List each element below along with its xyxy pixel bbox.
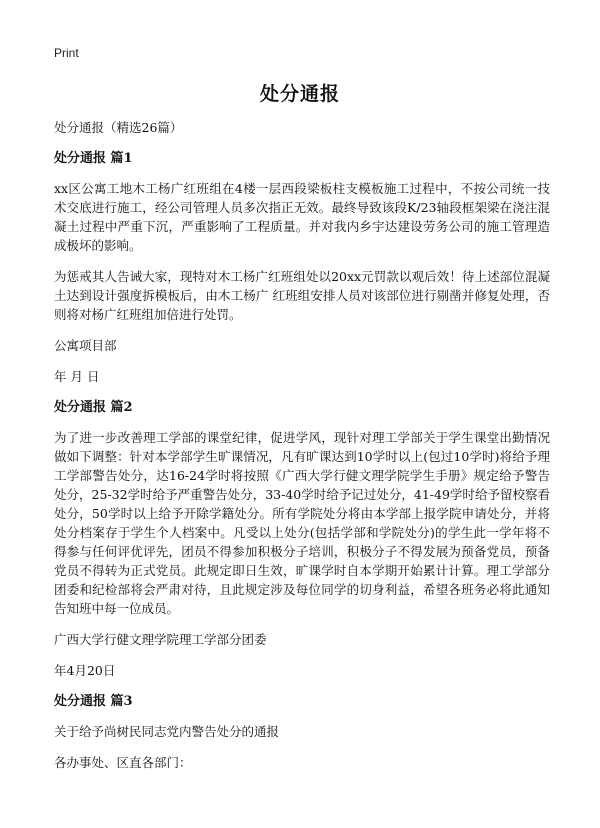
document-title: 处分通报 — [259, 83, 340, 105]
section-2-date: 年4月20日 — [54, 663, 116, 678]
section-3-paragraph: 各办事处、区直各部门： — [54, 755, 192, 770]
section-heading-1: 处分通报 篇1 — [54, 151, 133, 166]
section-2-paragraph: 为了进一步改善理工学部的课堂纪律，促进学风，现针对理工学部关于学生课堂出勤情况做如下调整：针对本学部学生旷课情况，凡有旷课达到10学时以上(包过10学时)将给予理工学部警告处分，达16-24学时将按照《广西大学行健文理学院学生手册》规定给予警告处分，25-32学时给予严重警告处分，33-40学时给予记过处分，41-49学时给予留校察看处分，50学时以上给予开除学籍处分。所有学院处分将由本学部上报学院申请处分，并将处分档案存于学生个人档案中。凡受以上处分(包括学部和学院处分)的学生此一学年将不得参与任何评优评先，团员不得参加积极分子培训，积极分子不得发展为预备党员，预备党员不得转为正式党员。此规定即日生效，旷课学时自本学期开始累计计算。理工学部分团委和纪检部将会严肃对待，且此规定涉及每位同学的切身利益，希望各班务必将此通知告知班中每一位成员。 — [54, 430, 550, 616]
section-heading-2: 处分通报 篇2 — [54, 400, 133, 415]
section-1-paragraph: xx区公寓工地木工杨广红班组在4楼一层西段梁板柱支模板施工过程中，不按公司统一技术交底进行施工，经公司管理人员多次指正无效。最终导致该段K/23轴段框架梁在浇注混凝土过程中严重下沉，严重影响了工程质量。并对我内乡宇达建设劳务公司的施工管理造成极坏的影响。 — [54, 181, 550, 253]
section-2-signature: 广西大学行健文理学院理工学部分团委 — [54, 632, 267, 647]
section-1-paragraph: 为惩戒其人告诫大家，现特对木工杨广红班组处以20xx元罚款以观后效！待上述部位混凝土达到设计强度拆模板后，由木工杨广 红班组安排人员对该部位进行剔凿并修复处理，否则将对杨广红班组加倍进行处罚。 — [54, 269, 550, 322]
document-subtitle: 处分通报（精选26篇） — [54, 120, 183, 135]
section-1-signature: 公寓项目部 — [54, 338, 117, 353]
section-heading-3: 处分通报 篇3 — [54, 694, 133, 709]
document-body — [54, 118, 550, 784]
section-3-paragraph: 关于给予尚树民同志党内警告处分的通报 — [54, 724, 280, 739]
print-label: Print — [54, 46, 79, 60]
section-1-date: 年 月 日 — [54, 369, 100, 384]
